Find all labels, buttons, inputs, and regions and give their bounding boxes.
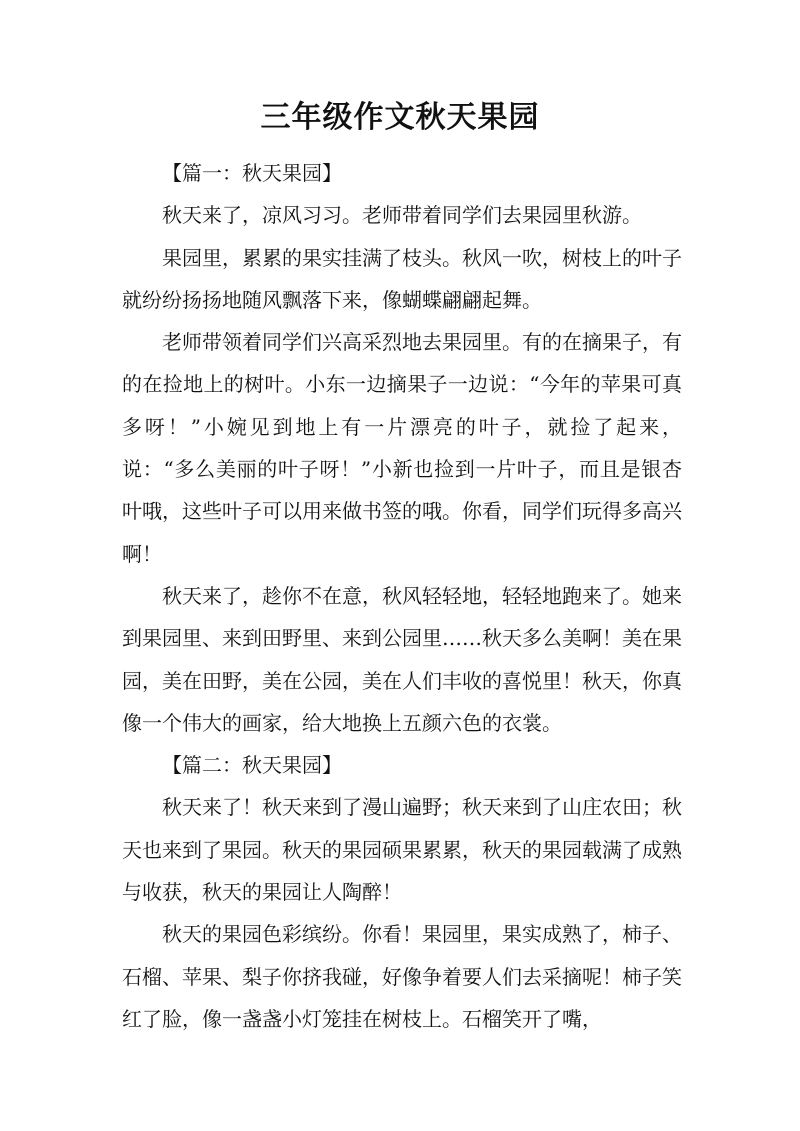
section-heading-1: 【篇一：秋天果园】 <box>162 161 342 185</box>
paragraph: 老师带领着同学们兴高采烈地去果园里。有的在摘果子，有的在捡地上的树叶。小东一边摘果子一边说：“今年的苹果可真多呀！”小婉见到地上有一片漂亮的叶子，就捡了起来，说：“多么美丽的叶子呀！”小新也捡到一片叶子，而且是银杏叶哦，这些叶子可以用来做书签的哦。你看，同学们玩得多高兴啊！ <box>122 330 682 566</box>
document-body <box>122 152 682 1040</box>
paragraph: 秋天来了，凉风习习。老师带着同学们去果园里秋游。 <box>162 203 642 228</box>
document-title: 三年级作文秋天果园 <box>260 100 540 135</box>
paragraph: 秋天来了！秋天来到了漫山遍野；秋天来到了山庄农田；秋天也来到了果园。秋天的果园硕果累累，秋天的果园载满了成熟与收获，秋天的果园让人陶醉！ <box>122 795 682 905</box>
paragraph: 果园里，累累的果实挂满了枝头。秋风一吹，树枝上的叶子就纷纷扬扬地随风飘落下来，像蝴蝶翩翩起舞。 <box>122 245 682 312</box>
section-heading-2: 【篇二：秋天果园】 <box>162 753 342 778</box>
paragraph: 秋天来了，趁你不在意，秋风轻轻地，轻轻地跑来了。她来到果园里、来到田野里、来到公园里……秋天多么美啊！美在果园，美在田野，美在公园，美在人们丰收的喜悦里！秋天，你真像一个伟大的画家，给大地换上五颜六色的衣裳。 <box>122 583 682 735</box>
paragraph: 秋天的果园色彩缤纷。你看！果园里，果实成熟了，柿子、石榴、苹果、梨子你挤我碰，好像争着要人们去采摘呢！柿子笑红了脸，像一盏盏小灯笼挂在树枝上。石榴笑开了嘴， <box>122 922 682 1031</box>
